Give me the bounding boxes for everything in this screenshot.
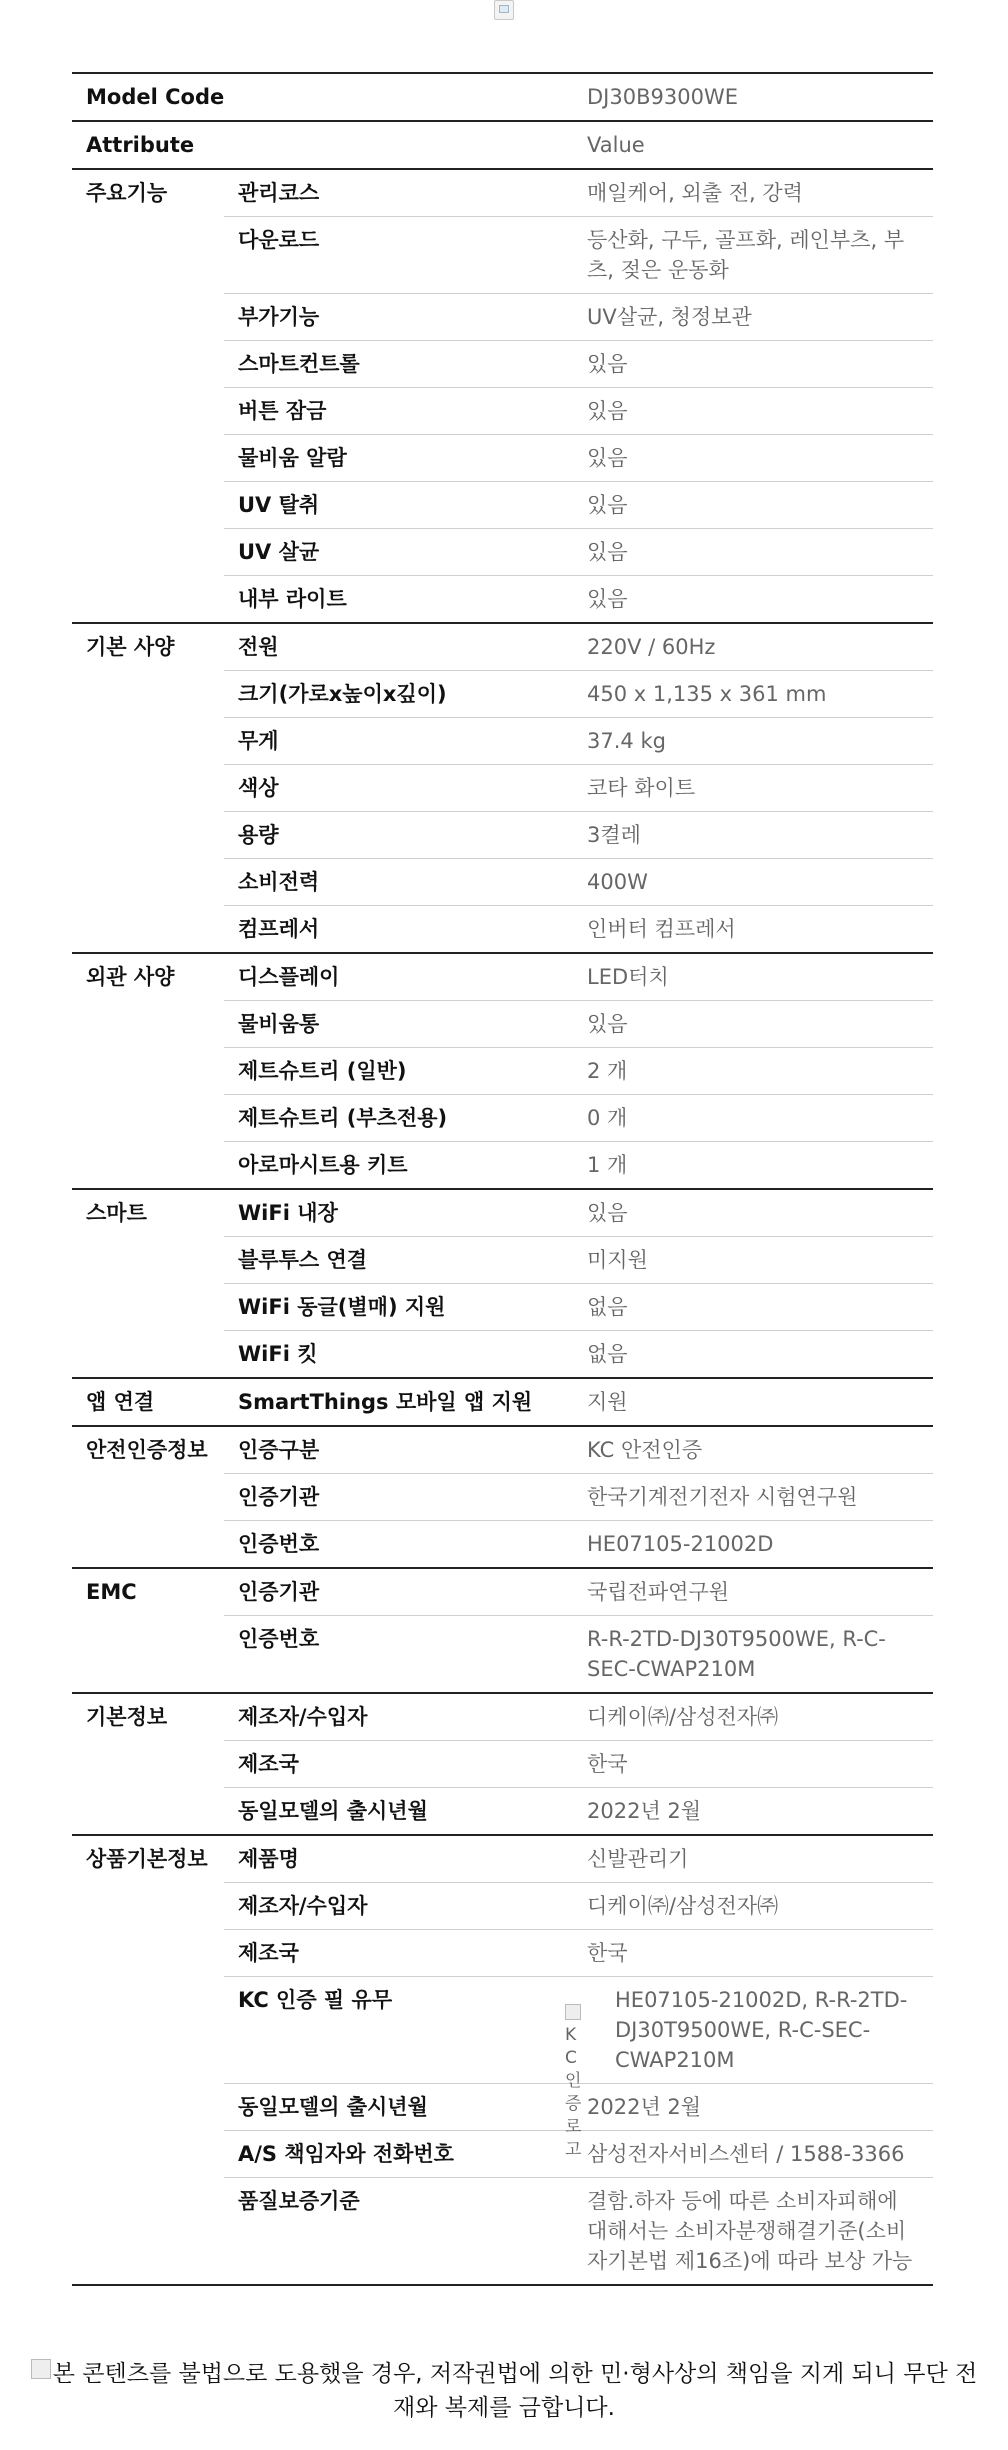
attribute-value: 디케이㈜/삼성전자㈜ xyxy=(573,1693,933,1741)
attribute-name: 용량 xyxy=(224,812,573,859)
attribute-name: 제조국 xyxy=(224,1930,573,1977)
attribute-name: 크기(가로x높이x깊이) xyxy=(224,671,573,718)
attribute-name: 스마트컨트롤 xyxy=(224,341,573,388)
model-code-label: Model Code xyxy=(72,73,573,121)
attribute-name: 컴프레서 xyxy=(224,906,573,954)
attribute-header: Attribute xyxy=(72,121,573,169)
attribute-name: 버튼 잠금 xyxy=(224,388,573,435)
attribute-value: 0 개 xyxy=(573,1095,933,1142)
attribute-value: 있음 xyxy=(573,388,933,435)
attribute-name: 내부 라이트 xyxy=(224,576,573,624)
attribute-name: 동일모델의 출시년월 xyxy=(224,1788,573,1836)
attribute-value: R-R-2TD-DJ30T9500WE, R-C-SEC-CWAP210M xyxy=(573,1616,933,1694)
table-row xyxy=(72,1568,933,1616)
attribute-value: 국립전파연구원 xyxy=(573,1568,933,1616)
attribute-value: LED터치 xyxy=(573,953,933,1001)
attribute-value: 삼성전자서비스센터 / 1588-3366 xyxy=(573,2131,933,2178)
footer-text: 본 콘텐츠를 불법으로 도용했을 경우, 저작권법에 의한 민·형사상의 책임을 지게 되니 무단 전재와 복제를 금합니다. xyxy=(52,2361,978,2421)
attribute-name: 인증번호 xyxy=(224,1616,573,1694)
attribute-name: 색상 xyxy=(224,765,573,812)
group-title: 스마트 xyxy=(72,1189,224,1378)
attribute-name: 제조자/수입자 xyxy=(224,1693,573,1741)
attribute-value: 결함.하자 등에 따른 소비자피해에 대해서는 소비자분쟁해결기준(소비자기본법 제16조)에 따라 보상 가능 xyxy=(573,2178,933,2286)
kc-logo-alt: KC 인증 로고 xyxy=(565,2025,582,2160)
attribute-value: 2022년 2월 xyxy=(573,1788,933,1836)
attribute-name: 인증번호 xyxy=(224,1521,573,1569)
attribute-value: 신발관리기 xyxy=(573,1835,933,1883)
attribute-value: 220V / 60Hz xyxy=(573,623,933,671)
attribute-name: 물비움 알람 xyxy=(224,435,573,482)
broken-image-icon xyxy=(494,0,514,20)
broken-image-icon xyxy=(31,2359,51,2379)
attribute-value: 400W xyxy=(573,859,933,906)
attribute-value: 있음 xyxy=(573,482,933,529)
attribute-name: SmartThings 모바일 앱 지원 xyxy=(224,1378,573,1426)
attribute-name: WiFi 동글(별매) 지원 xyxy=(224,1284,573,1331)
table-row xyxy=(72,1378,933,1426)
attribute-name: UV 살균 xyxy=(224,529,573,576)
attribute-value: 없음 xyxy=(573,1284,933,1331)
kc-cert-value: HE07105-21002D, R-R-2TD-DJ30T9500WE, R-C-SEC-CWAP210M xyxy=(615,1988,908,2072)
attribute-value: KC 안전인증 xyxy=(573,1426,933,1474)
attribute-name: 제조자/수입자 xyxy=(224,1883,573,1930)
copyright-notice xyxy=(24,2357,984,2425)
attribute-name: 디스플레이 xyxy=(224,953,573,1001)
attribute-value: 있음 xyxy=(573,341,933,388)
group-title: 외관 사양 xyxy=(72,953,224,1189)
group-title: 앱 연결 xyxy=(72,1378,224,1426)
table-row xyxy=(72,1189,933,1237)
attribute-name: 다운로드 xyxy=(224,217,573,294)
attribute-value: 등산화, 구두, 골프화, 레인부츠, 부츠, 젖은 운동화 xyxy=(573,217,933,294)
attribute-value: 있음 xyxy=(573,529,933,576)
attribute-value: UV살균, 청정보관 xyxy=(573,294,933,341)
group-title: 기본 사양 xyxy=(72,623,224,953)
table-row xyxy=(72,953,933,1001)
attribute-value: 매일케어, 외출 전, 강력 xyxy=(573,169,933,217)
attribute-value: 있음 xyxy=(573,435,933,482)
group-title: 기본정보 xyxy=(72,1693,224,1835)
spec-table xyxy=(72,72,933,2286)
table-row xyxy=(72,1693,933,1741)
table-row xyxy=(72,1835,933,1883)
table-row xyxy=(72,121,933,169)
attribute-value: 있음 xyxy=(573,1189,933,1237)
group-title: 주요기능 xyxy=(72,169,224,623)
attribute-value: 지원 xyxy=(573,1378,933,1426)
attribute-name: UV 탈취 xyxy=(224,482,573,529)
attribute-value: 한국 xyxy=(573,1741,933,1788)
attribute-name: 제트슈트리 (일반) xyxy=(224,1048,573,1095)
attribute-name: WiFi 킷 xyxy=(224,1331,573,1379)
attribute-name: KC 인증 필 유무 xyxy=(224,1977,573,2084)
attribute-name: 제품명 xyxy=(224,1835,573,1883)
attribute-value: 있음 xyxy=(573,576,933,624)
broken-image-icon xyxy=(565,2004,581,2020)
attribute-name: 블루투스 연결 xyxy=(224,1237,573,1284)
attribute-name: 제트슈트리 (부츠전용) xyxy=(224,1095,573,1142)
attribute-name: WiFi 내장 xyxy=(224,1189,573,1237)
attribute-name: A/S 책임자와 전화번호 xyxy=(224,2131,573,2178)
attribute-name: 인증기관 xyxy=(224,1474,573,1521)
attribute-value: 미지원 xyxy=(573,1237,933,1284)
attribute-value: HE07105-21002D xyxy=(573,1521,933,1569)
attribute-name: 품질보증기준 xyxy=(224,2178,573,2286)
attribute-name: 무게 xyxy=(224,718,573,765)
attribute-name: 인증구분 xyxy=(224,1426,573,1474)
group-title: 상품기본정보 xyxy=(72,1835,224,2285)
group-title: 안전인증정보 xyxy=(72,1426,224,1568)
attribute-value: 450 x 1,135 x 361 mm xyxy=(573,671,933,718)
attribute-value: 1 개 xyxy=(573,1142,933,1190)
attribute-value: 3켤레 xyxy=(573,812,933,859)
attribute-value: 없음 xyxy=(573,1331,933,1379)
attribute-value: 디케이㈜/삼성전자㈜ xyxy=(573,1883,933,1930)
attribute-name: 제조국 xyxy=(224,1741,573,1788)
table-row xyxy=(72,623,933,671)
table-row xyxy=(72,169,933,217)
group-title: EMC xyxy=(72,1568,224,1693)
attribute-name: 동일모델의 출시년월 xyxy=(224,2084,573,2131)
attribute-name: 관리코스 xyxy=(224,169,573,217)
attribute-value: 37.4 kg xyxy=(573,718,933,765)
table-row xyxy=(72,73,933,121)
model-code-value: DJ30B9300WE xyxy=(573,73,933,121)
attribute-value: 있음 xyxy=(573,1001,933,1048)
attribute-name: 인증기관 xyxy=(224,1568,573,1616)
attribute-value: 한국기계전기전자 시험연구원 xyxy=(573,1474,933,1521)
attribute-value: 2022년 2월 xyxy=(573,2084,933,2131)
attribute-value: 코타 화이트 xyxy=(573,765,933,812)
attribute-value: 인버터 컴프레서 xyxy=(573,906,933,954)
table-row xyxy=(72,1426,933,1474)
attribute-name: 전원 xyxy=(224,623,573,671)
value-header: Value xyxy=(573,121,933,169)
attribute-name: 소비전력 xyxy=(224,859,573,906)
attribute-name: 물비움통 xyxy=(224,1001,573,1048)
attribute-value: 한국 xyxy=(573,1930,933,1977)
attribute-name: 아로마시트용 키트 xyxy=(224,1142,573,1190)
attribute-name: 부가기능 xyxy=(224,294,573,341)
kc-logo-image xyxy=(565,2001,581,2162)
attribute-value: 2 개 xyxy=(573,1048,933,1095)
